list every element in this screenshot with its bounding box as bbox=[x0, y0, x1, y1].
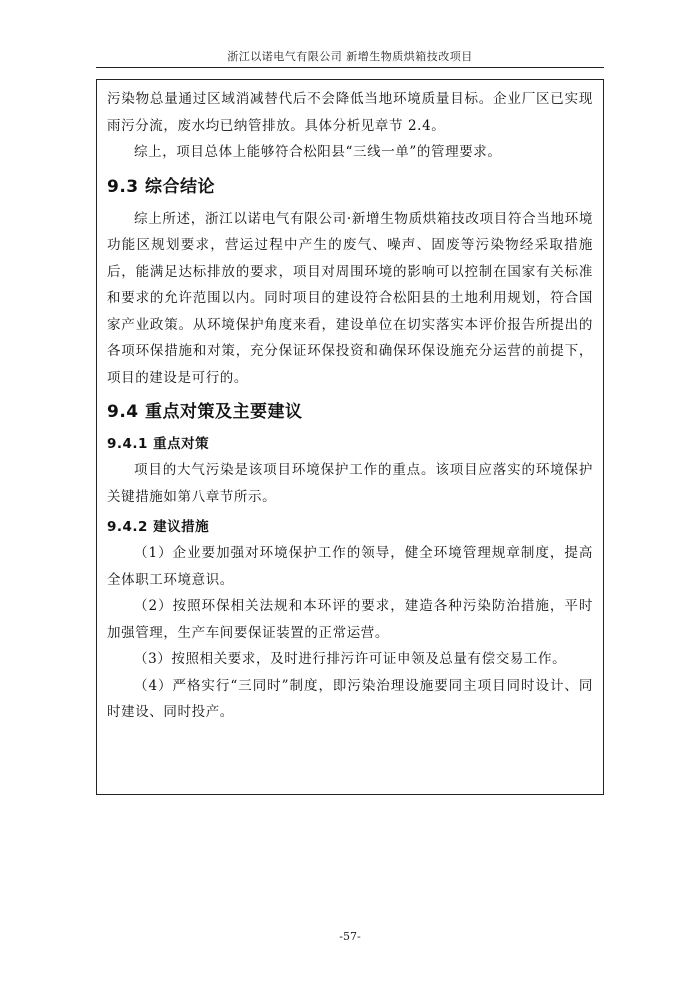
paragraph-total-pollutant: 污染物总量通过区域消减替代后不会降低当地环境质量目标。企业厂区已实现雨污分流，废水均已纳管排放。具体分析见章节 2.4。 bbox=[107, 91, 593, 134]
subsection-heading-9-4-1: 9.4.1 重点对策 bbox=[107, 436, 210, 452]
page-header: 浙江以诺电气有限公司 新增生物质烘箱技改项目 bbox=[227, 50, 473, 63]
suggestion-item-3: （3）按照相关要求，及时进行排污许可证申领及总量有偿交易工作。 bbox=[134, 651, 567, 667]
section-heading-9-4: 9.4 重点对策及主要建议 bbox=[107, 402, 303, 422]
paragraph-key-countermeasures: 项目的大气污染是该项目环境保护工作的重点。该项目应落实的环境保护关键措施如第八章节所示。 bbox=[107, 462, 593, 505]
header-rule bbox=[96, 67, 604, 68]
suggestion-item-1: （1）企业要加强对环境保护工作的领导，健全环境管理规章制度，提高全体职工环境意识。 bbox=[107, 545, 593, 588]
suggestion-item-2: （2）按照环保相关法规和本环评的要求，建造各种污染防治措施，平时加强管理，生产车间要保证装置的正常运营。 bbox=[107, 598, 593, 641]
suggestion-item-4: （4）严格实行“三同时”制度，即污染治理设施要同主项目同时设计、同时建设、同时投产。 bbox=[107, 677, 593, 720]
paragraph-overall-conclusion: 综上所述，浙江以诺电气有限公司·新增生物质烘箱技改项目符合当地环境功能区规划要求，营运过程中产生的废气、噪声、固废等污染物经采取措施后，能满足达标排放的要求，项目对周围环境的影响可以控制在国家有关标准和要求的允许范围以内。同时项目的建设符合松阳县的土地利用规划，符合国家产业政策。从环境保护角度来看，建设单位在切实落实本评价报告所提出的各项环保措施和对策，充分保证环保投资和确保环保设施充分运营的前提下，项目的建设是可行的。 bbox=[107, 210, 593, 386]
content-box bbox=[96, 79, 604, 795]
page-number: -57- bbox=[339, 930, 361, 943]
paragraph-three-lines-summary: 综上，项目总体上能够符合松阳县“三线一单”的管理要求。 bbox=[134, 144, 502, 160]
section-heading-9-3: 9.3 综合结论 bbox=[107, 176, 216, 197]
subsection-heading-9-4-2: 9.4.2 建议措施 bbox=[107, 519, 210, 535]
